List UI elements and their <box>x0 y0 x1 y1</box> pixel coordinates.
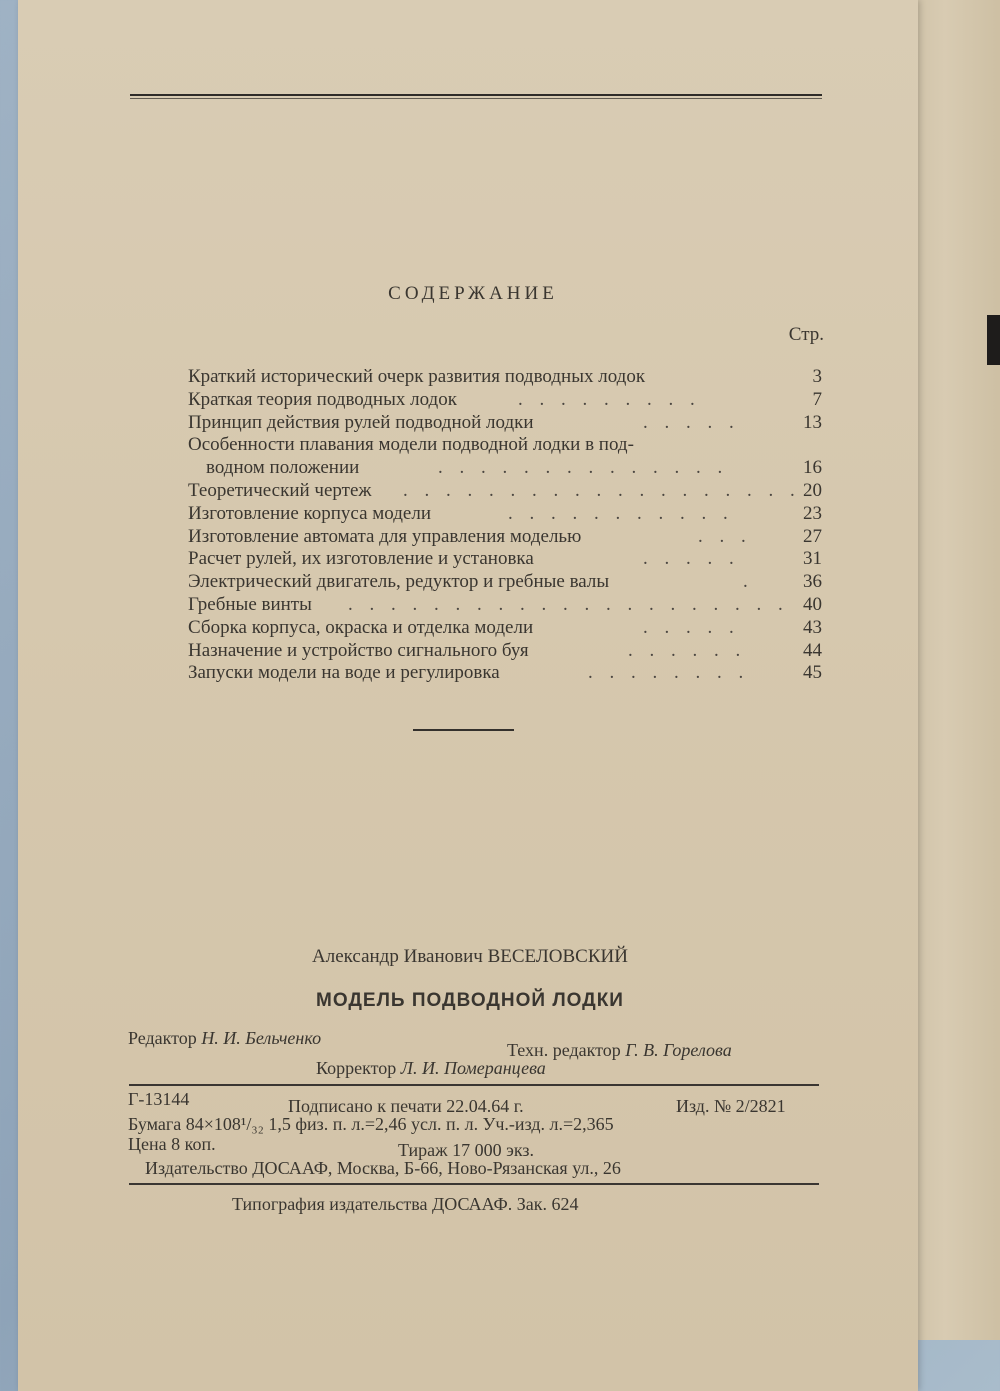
toc-item-title: Изготовление корпуса модели <box>188 502 432 524</box>
tech-editor-name: Г. В. Горелова <box>625 1040 732 1060</box>
toc-item-page: 16 <box>803 457 822 479</box>
toc-item-page: 31 <box>803 548 822 570</box>
leader-dots: . . . . . . . . <box>588 662 750 684</box>
leader-dots: . . . . . . . . . . . . . . . . . . . . . <box>348 593 789 615</box>
toc-item-title: Краткая теория подводных лодок <box>188 388 457 410</box>
toc-item <box>188 366 822 389</box>
toc-item-title: Теоретический чертеж <box>188 479 372 501</box>
toc-item-page: 45 <box>803 662 822 684</box>
page-column-label: Стр. <box>788 324 824 345</box>
toc-item <box>188 434 822 457</box>
leader-dots: . . . . . <box>643 616 740 638</box>
section-divider <box>413 729 514 731</box>
toc-item-page: 13 <box>803 411 822 433</box>
leader-dots: . . . . . . . . . . . . . . <box>438 457 729 479</box>
toc-item-title: Краткий исторический очерк развития подводных лодок <box>188 366 646 387</box>
toc-item-page: 43 <box>803 616 822 638</box>
order-code: Г-13144 <box>128 1089 190 1109</box>
contents-list <box>188 366 822 685</box>
proofreader-line <box>316 1058 546 1079</box>
toc-item <box>188 412 822 435</box>
toc-item-page: 23 <box>803 502 822 524</box>
contents-heading: СОДЕРЖАНИЕ <box>388 283 558 304</box>
editor-line <box>128 1028 321 1049</box>
top-rule-thick <box>130 94 822 96</box>
toc-item <box>188 389 822 412</box>
edition-number: Изд. № 2/2821 <box>676 1096 786 1116</box>
toc-item-page: 7 <box>812 388 822 410</box>
top-rule-thin <box>130 98 822 99</box>
leader-dots: . . . . . <box>643 411 740 433</box>
toc-item <box>188 662 822 685</box>
toc-item <box>188 480 822 503</box>
toc-item <box>188 571 822 594</box>
toc-item-title: Запуски модели на воде и регулировка <box>188 662 500 684</box>
leader-dots: . . . . . . <box>628 639 747 661</box>
toc-item <box>188 640 822 663</box>
proofreader-name: Л. И. Померанцева <box>400 1058 546 1078</box>
price: Цена 8 коп. <box>128 1134 216 1154</box>
toc-item-page: 20 <box>803 479 822 501</box>
toc-item-page: 3 <box>812 366 822 387</box>
tech-editor-label: Техн. редактор <box>507 1040 621 1060</box>
toc-item-title: Назначение и устройство сигнального буя <box>188 639 529 661</box>
toc-item-page: 36 <box>803 571 822 593</box>
toc-item-title: Изготовление автомата для управления моделью <box>188 525 582 547</box>
printer: Типография издательства ДОСААФ. Зак. 624 <box>232 1194 579 1214</box>
toc-item <box>188 503 822 526</box>
book-title: МОДЕЛЬ ПОДВОДНОЙ ЛОДКИ <box>316 990 624 1011</box>
author-name: Александр Иванович ВЕСЕЛОВСКИЙ <box>312 946 628 967</box>
toc-item <box>188 548 822 571</box>
leader-dots: . . . <box>698 525 752 547</box>
toc-item-page: 44 <box>803 639 822 661</box>
toc-item-page: 40 <box>803 593 822 615</box>
toc-item <box>188 594 822 617</box>
toc-item-title: Принцип действия рулей подводной лодки <box>188 411 534 433</box>
toc-item-page: 27 <box>803 525 822 547</box>
leader-dots: . . . . . . . . . . . <box>508 502 734 524</box>
leader-dots: . . . . . . . . . . . . . . . . . . . <box>403 479 801 501</box>
toc-item-title: водном положении <box>206 457 360 479</box>
proofreader-label: Корректор <box>316 1058 397 1078</box>
toc-item-title: Электрический двигатель, редуктор и гребные валы <box>188 571 610 593</box>
paper-format: Бумага 84×108¹/₃₂ 1,5 физ. п. л.=2,46 усл. п. л. Уч.-изд. л.=2,365 <box>128 1114 614 1134</box>
toc-item-title: Расчет рулей, их изготовление и установка <box>188 548 534 570</box>
leader-dots: . . . . . . . . . <box>518 388 701 410</box>
imprint-rule-top <box>129 1084 819 1086</box>
editor-label: Редактор <box>128 1028 197 1048</box>
toc-item <box>188 526 822 549</box>
publisher: Издательство ДОСААФ, Москва, Б-66, Ново-Рязанская ул., 26 <box>145 1158 621 1178</box>
imprint-rule-bottom <box>129 1183 819 1185</box>
toc-item-title: Гребные винты <box>188 593 312 615</box>
toc-item <box>188 617 822 640</box>
leader-dots: . <box>743 571 754 593</box>
print-run: Тираж 17 000 экз. <box>398 1140 534 1160</box>
editor-name: Н. И. Бельченко <box>201 1028 322 1048</box>
next-page-edge <box>905 0 1000 1340</box>
leader-dots: . . . . . <box>643 548 740 570</box>
toc-item-title: Сборка корпуса, окраска и отделка модели <box>188 616 534 638</box>
toc-item <box>188 457 822 480</box>
page-tab-marker <box>987 315 1000 365</box>
signed-date: Подписано к печати 22.04.64 г. <box>288 1096 524 1116</box>
toc-item-title: Особенности плавания модели подводной лодки в под- <box>188 434 634 456</box>
